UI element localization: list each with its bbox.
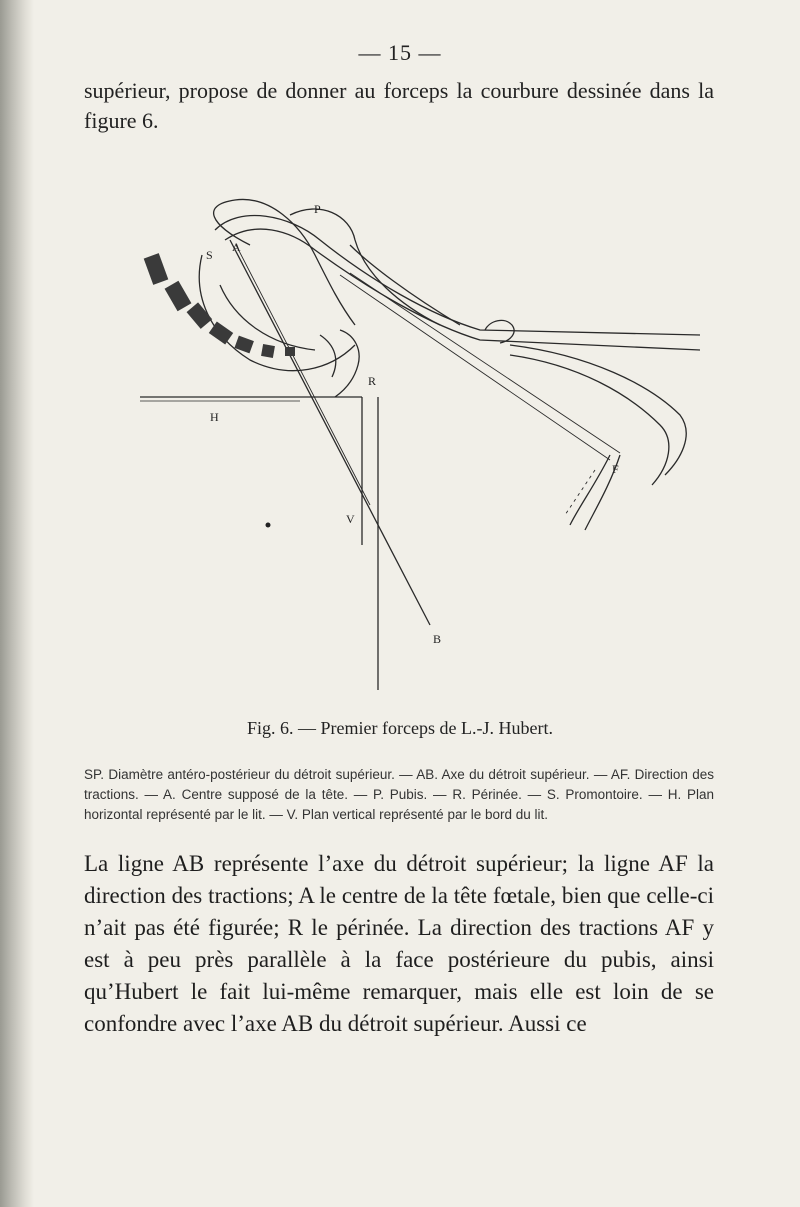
label-r: R [368, 374, 377, 388]
intro-paragraph: supérieur, propose de donner au forceps la courbure dessinée dans la figure 6. [84, 78, 714, 133]
label-a: A [232, 240, 241, 254]
label-b: B [433, 632, 442, 646]
forceps-handle [485, 320, 514, 343]
label-v: V [346, 512, 355, 526]
traction-direction-line [340, 275, 610, 460]
forceps-blade-lower [290, 209, 440, 325]
figure-caption: Fig. 6. — Premier forceps de L.-J. Hubert. [247, 718, 553, 738]
forceps-blade-upper [215, 216, 700, 335]
page-number: — 15 — [358, 40, 442, 65]
label-f: F [612, 462, 619, 476]
axis-ab-line [230, 240, 430, 625]
body-paragraph: La ligne AB représente l’axe du détroit supérieur; la ligne AF la direction des tractions; A le centre de la tête fœtale, bien que celle-ci n’ait pas été figurée; R le périnée. La direction des tractions AF y est à peu près parallèle à la face postérieure du pubis, ainsi qu’Hubert le fait lui-même remarquer, mais elle est loin de se confondre avec l’axe AB du détroit supérieur. Aussi ce [84, 851, 714, 1036]
label-h: H [210, 410, 219, 424]
figure-legend: SP. Diamètre antéro-postérieur du détroit supérieur. — AB. Axe du détroit supérieur. — AF. Direction des tractions. — A. Centre supposé de la tête. — P. Pubis. — R. Périnée. — S. Promontoire. — H. Plan horizontal représenté par le lit. — V. Plan vertical représenté par le bord du lit. [84, 767, 714, 822]
label-p: P [314, 202, 321, 216]
label-s: S [206, 248, 213, 262]
page-edge-shadow [0, 0, 34, 1207]
forceps-figure [140, 185, 700, 705]
